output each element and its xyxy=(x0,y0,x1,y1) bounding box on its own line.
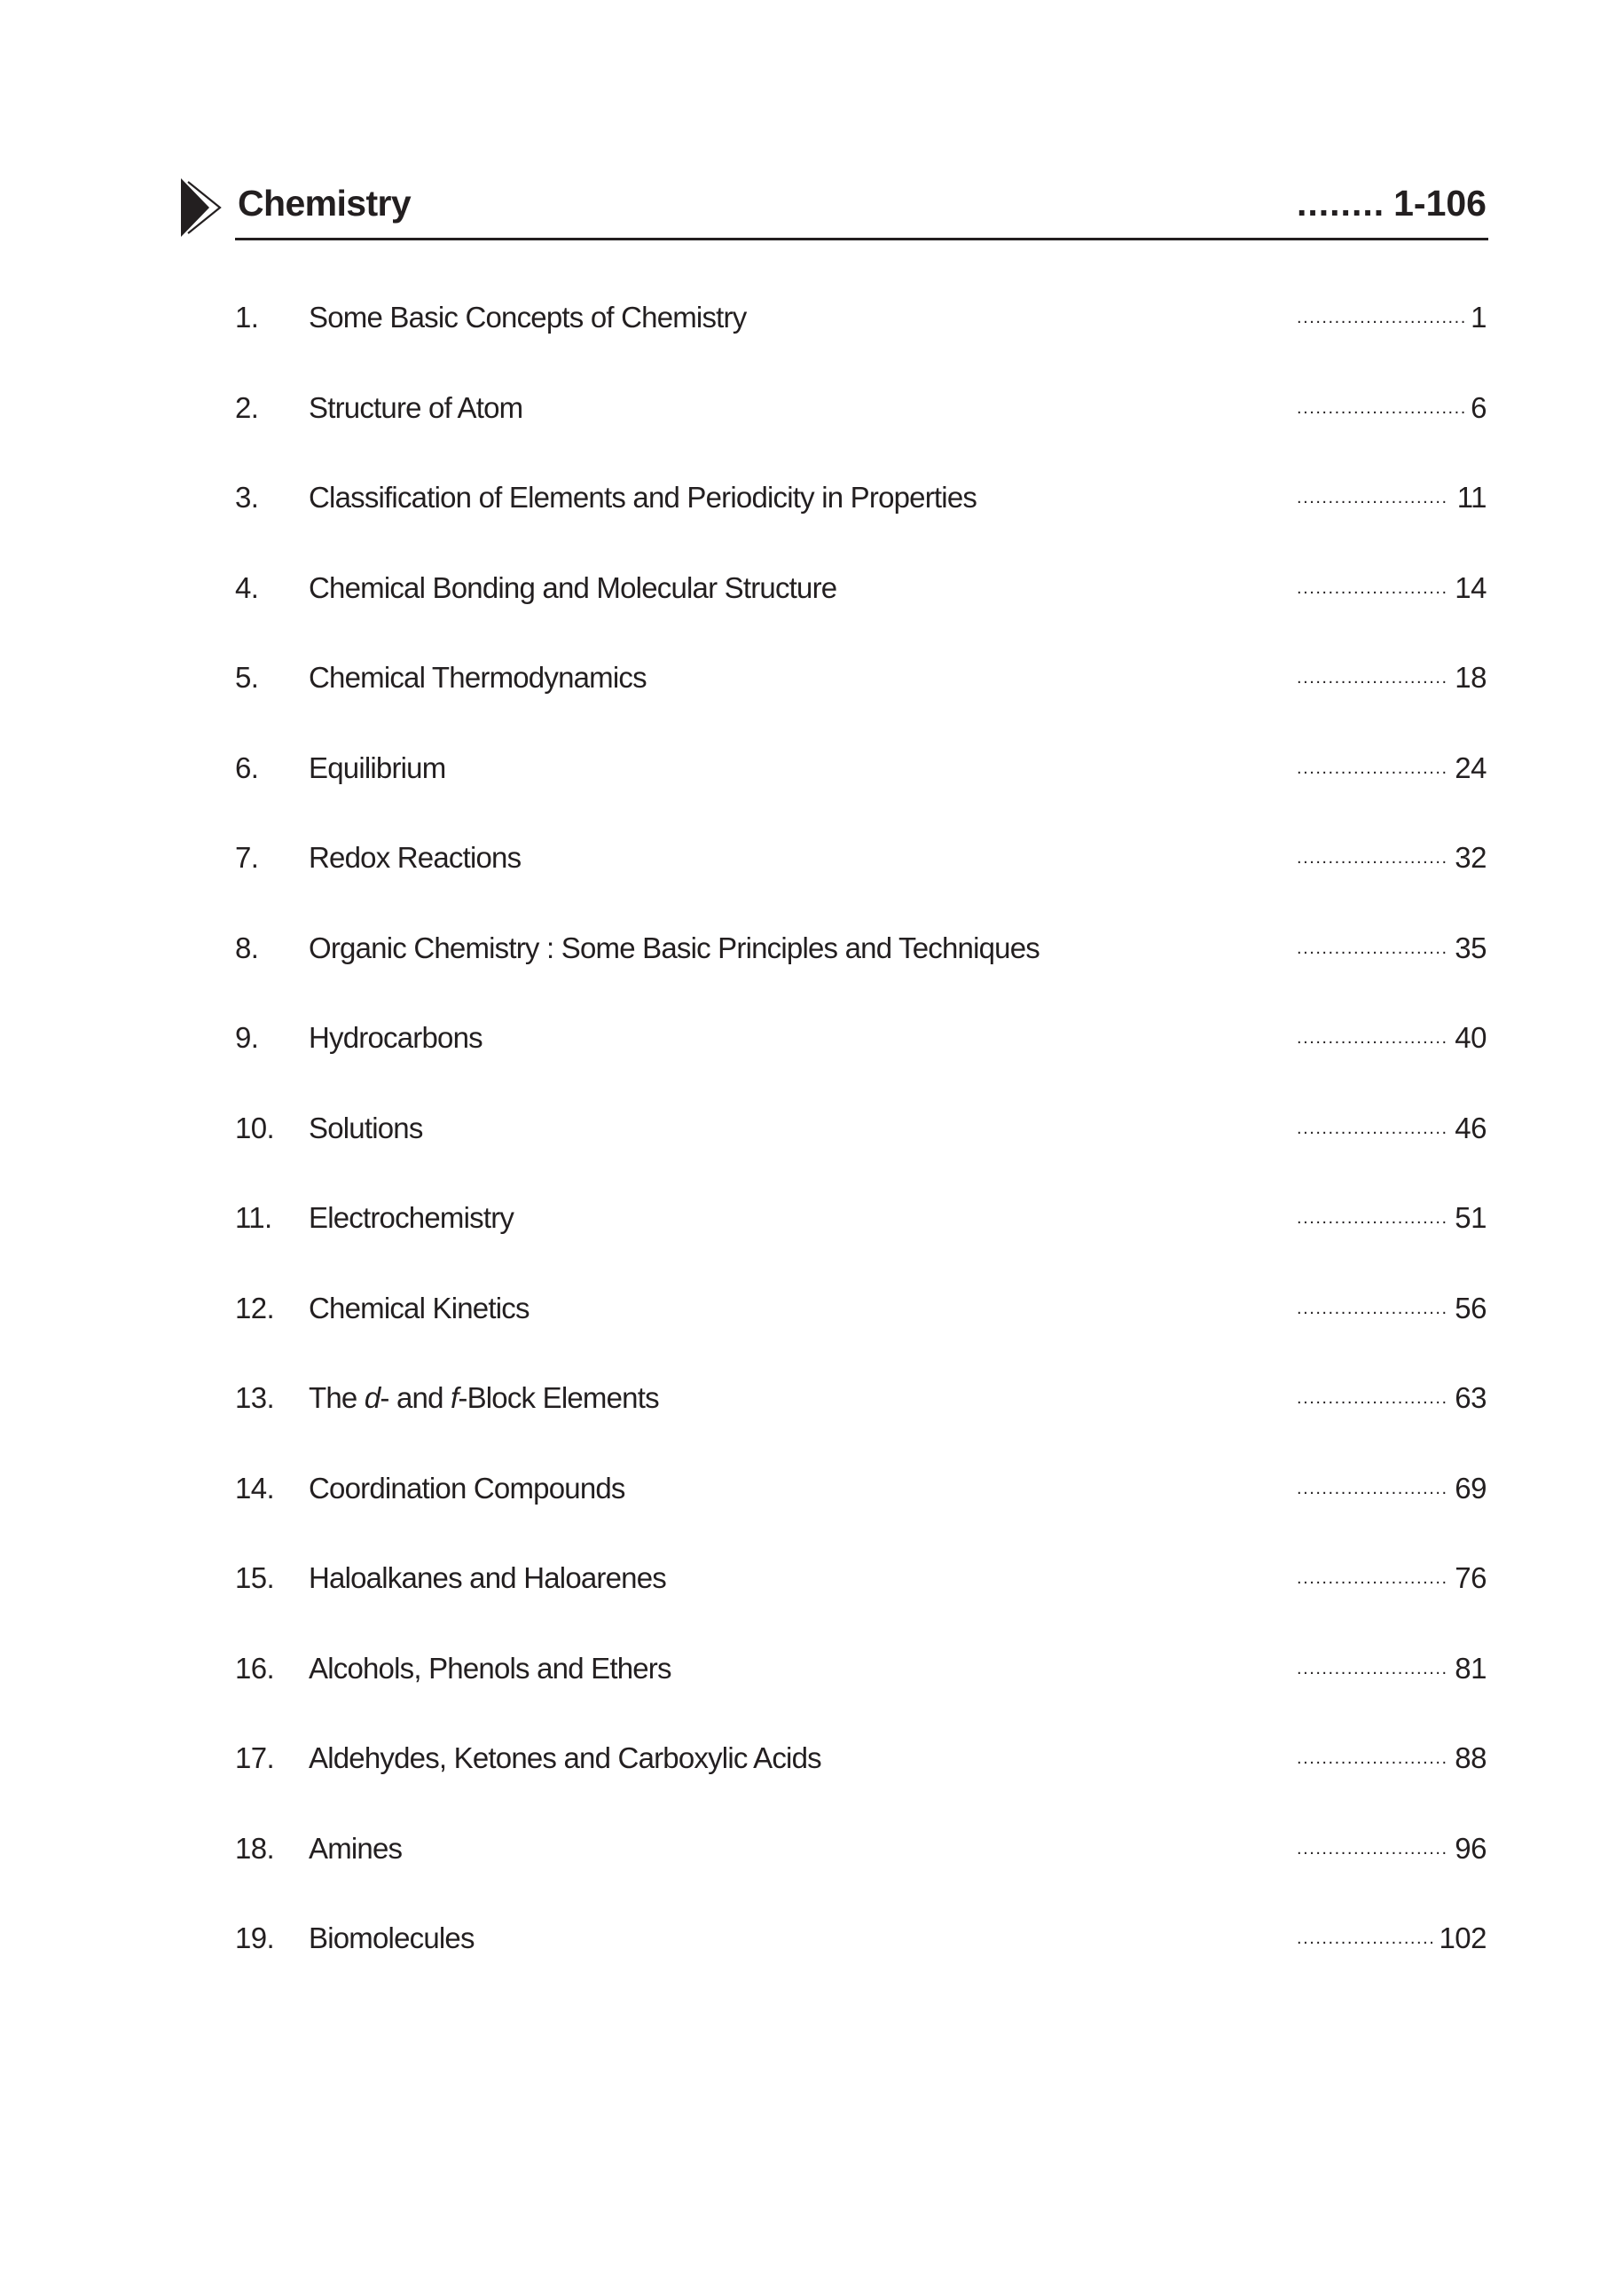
toc-entry-title-part: Coordination Compounds xyxy=(309,1471,625,1505)
toc-entry-title[interactable] xyxy=(309,1287,530,1330)
toc-entry-title-part: Chemical Kinetics xyxy=(309,1291,530,1324)
toc-entry-number: 19. xyxy=(235,1921,275,1954)
toc-entry-leader: ........................... xyxy=(1297,308,1467,327)
toc-entry-page[interactable]: 14 xyxy=(1455,570,1487,604)
toc-entry-title-part: Electrochemistry xyxy=(309,1201,514,1234)
toc-entry-page[interactable]: 63 xyxy=(1455,1381,1487,1414)
toc-entry-page[interactable]: 11 xyxy=(1456,481,1487,514)
toc-entry-number: 3. xyxy=(235,481,259,514)
toc-entry-title-part: The xyxy=(309,1381,365,1414)
toc-entry-title[interactable] xyxy=(309,1917,475,1960)
toc-entry-title-part: Chemical Bonding and Molecular Structure xyxy=(309,570,837,604)
toc-entry-page[interactable]: 102 xyxy=(1439,1921,1487,1954)
toc-entry-page[interactable]: 56 xyxy=(1455,1291,1487,1324)
toc-entry-number: 8. xyxy=(235,931,259,964)
toc-entry-number: 16. xyxy=(235,1651,275,1685)
toc-entry[interactable] xyxy=(0,1557,1624,1599)
toc-entry-number: 18. xyxy=(235,1831,275,1865)
toc-entry-leader: ...................... xyxy=(1297,1929,1436,1948)
toc-entry-number: 4. xyxy=(235,570,259,604)
toc-entry-page[interactable]: 96 xyxy=(1455,1831,1487,1865)
toc-entry-title-part: -Block Elements xyxy=(458,1381,659,1414)
toc-entry-number: 15. xyxy=(235,1561,275,1594)
toc-entry-number: 6. xyxy=(235,750,259,784)
toc-entry-title-part: Redox Reactions xyxy=(309,841,522,874)
toc-entry-title-part: Amines xyxy=(309,1831,403,1865)
toc-entry-number: 14. xyxy=(235,1471,275,1505)
toc-entry-page[interactable]: 76 xyxy=(1455,1561,1487,1594)
toc-entry[interactable] xyxy=(0,476,1624,519)
toc-entry-title-part: Hydrocarbons xyxy=(309,1021,482,1054)
toc-entry[interactable] xyxy=(0,567,1624,609)
toc-entry-number: 1. xyxy=(235,301,259,334)
toc-entry[interactable] xyxy=(0,1467,1624,1510)
toc-entry-title-italic: f xyxy=(451,1381,459,1414)
triangle-arrow-icon xyxy=(181,178,224,237)
toc-entry-page[interactable]: 1 xyxy=(1471,301,1487,334)
toc-entry[interactable] xyxy=(0,1017,1624,1059)
toc-entry-page[interactable]: 35 xyxy=(1455,931,1487,964)
section-title: Chemistry xyxy=(238,183,412,224)
section-page-range xyxy=(1297,182,1487,224)
toc-entry-number: 13. xyxy=(235,1381,275,1414)
toc-entry-title[interactable] xyxy=(309,1107,423,1150)
toc-entry-title[interactable] xyxy=(309,476,977,519)
toc-entry-number: 12. xyxy=(235,1291,275,1324)
toc-entry-number: 2. xyxy=(235,390,259,424)
toc-entry-page[interactable]: 51 xyxy=(1455,1201,1487,1234)
toc-entry[interactable] xyxy=(0,927,1624,970)
toc-entry-page[interactable]: 40 xyxy=(1455,1021,1487,1054)
toc-entry-title[interactable] xyxy=(309,1197,514,1239)
toc-entry-title[interactable] xyxy=(309,1557,666,1599)
header-rule xyxy=(235,238,1488,240)
toc-entry-title-part: Some Basic Concepts of Chemistry xyxy=(309,301,747,334)
toc-entry-title[interactable] xyxy=(309,837,521,879)
toc-entry-number: 7. xyxy=(235,841,259,874)
toc-entry-page[interactable]: 81 xyxy=(1455,1651,1487,1685)
toc-entry-title[interactable] xyxy=(309,296,746,339)
toc-entry-title[interactable] xyxy=(309,1377,659,1419)
toc-entry-number: 11. xyxy=(235,1201,272,1234)
toc-entry[interactable] xyxy=(0,1917,1624,1960)
toc-entry-title[interactable] xyxy=(309,747,445,790)
toc-entry-title[interactable] xyxy=(309,1737,821,1780)
toc-entry-leader: ........................... xyxy=(1297,397,1467,418)
toc-entry[interactable] xyxy=(0,296,1624,339)
toc-entry-leader: ........................ xyxy=(1297,1208,1448,1228)
toc-entry-number: 9. xyxy=(235,1021,259,1054)
toc-entry-leader: ........................ xyxy=(1297,938,1448,958)
toc-entry-title-part: Solutions xyxy=(309,1111,423,1144)
toc-entry-leader: ........................ xyxy=(1297,758,1448,778)
toc-entry[interactable] xyxy=(0,387,1624,429)
toc-entry-title-part: Biomolecules xyxy=(309,1921,475,1954)
toc-entry-leader: ........................ xyxy=(1297,668,1448,688)
toc-entry[interactable] xyxy=(0,1377,1624,1419)
toc-entry[interactable] xyxy=(0,656,1624,699)
toc-entry-leader: ........................ xyxy=(1297,848,1448,868)
toc-entry[interactable] xyxy=(0,1287,1624,1330)
toc-entry-leader: ........................ xyxy=(1297,578,1448,598)
toc-entry-number: 5. xyxy=(235,661,259,694)
toc-entry-page[interactable]: 88 xyxy=(1455,1741,1487,1774)
toc-entry-title-part: Alcohols, Phenols and Ethers xyxy=(309,1651,671,1685)
toc-entry-title-part: Chemical Thermodynamics xyxy=(309,661,647,694)
toc-entry[interactable] xyxy=(0,1647,1624,1690)
toc-entry-leader: ........................ xyxy=(1297,1838,1448,1858)
toc-entry-leader: ........................ xyxy=(1297,1568,1448,1588)
toc-entry-leader: ........................ xyxy=(1297,1478,1448,1498)
toc-entry-title-part: Equilibrium xyxy=(309,750,446,784)
toc-entry-page[interactable]: 24 xyxy=(1455,750,1487,784)
toc-entry-title-part: Organic Chemistry : Some Basic Principles and Techniques xyxy=(309,931,1040,964)
toc-entry-title-part: Aldehydes, Ketones and Carboxylic Acids xyxy=(309,1741,821,1774)
toc-entry[interactable] xyxy=(0,1737,1624,1780)
toc-entry-title[interactable] xyxy=(309,656,647,699)
toc-entry-number: 17. xyxy=(235,1741,275,1774)
toc-entry-title[interactable] xyxy=(309,387,522,429)
toc-entry-page[interactable]: 46 xyxy=(1455,1111,1487,1144)
toc-entry[interactable] xyxy=(0,1107,1624,1150)
section-range-leader: ........ xyxy=(1296,183,1385,224)
toc-entry-page[interactable]: 69 xyxy=(1455,1471,1487,1505)
toc-entry[interactable] xyxy=(0,837,1624,879)
toc-entry-title-part: Haloalkanes and Haloarenes xyxy=(309,1561,666,1594)
toc-entry[interactable] xyxy=(0,747,1624,790)
toc-entry-leader: ........................ xyxy=(1297,1118,1448,1138)
toc-entry-title[interactable] xyxy=(309,927,1040,970)
toc-entry-page[interactable]: 32 xyxy=(1455,841,1487,874)
toc-entry[interactable] xyxy=(0,1197,1624,1239)
toc-entry-leader: ........................ xyxy=(1297,1298,1448,1318)
toc-entry-page[interactable]: 18 xyxy=(1455,661,1487,694)
toc-entry-title[interactable] xyxy=(309,1647,671,1690)
toc-entry[interactable] xyxy=(0,1827,1624,1870)
toc-entry-title-part: - and xyxy=(380,1381,451,1414)
toc-entry-title-part: Classification of Elements and Periodicity in Properties xyxy=(309,481,977,514)
toc-entry-title[interactable] xyxy=(309,1467,625,1510)
toc-entry-title-part: Structure of Atom xyxy=(309,390,523,424)
toc-entry-title-italic: d xyxy=(364,1381,381,1414)
toc-entry-leader: ........................ xyxy=(1297,1748,1448,1768)
toc-entry-leader: ........................ xyxy=(1297,1028,1448,1048)
toc-entry-title[interactable] xyxy=(309,1827,402,1870)
section-range-value: 1-106 xyxy=(1393,183,1487,224)
toc-entry-leader: ........................ xyxy=(1297,488,1448,507)
toc-entry-title[interactable] xyxy=(309,1017,482,1059)
toc-entry-number: 10. xyxy=(235,1111,275,1144)
toc-entry-page[interactable]: 6 xyxy=(1471,390,1487,424)
toc-entry-leader: ........................ xyxy=(1297,1658,1448,1678)
toc-entry-leader: ........................ xyxy=(1297,1388,1448,1408)
toc-entry-title[interactable] xyxy=(309,567,836,609)
